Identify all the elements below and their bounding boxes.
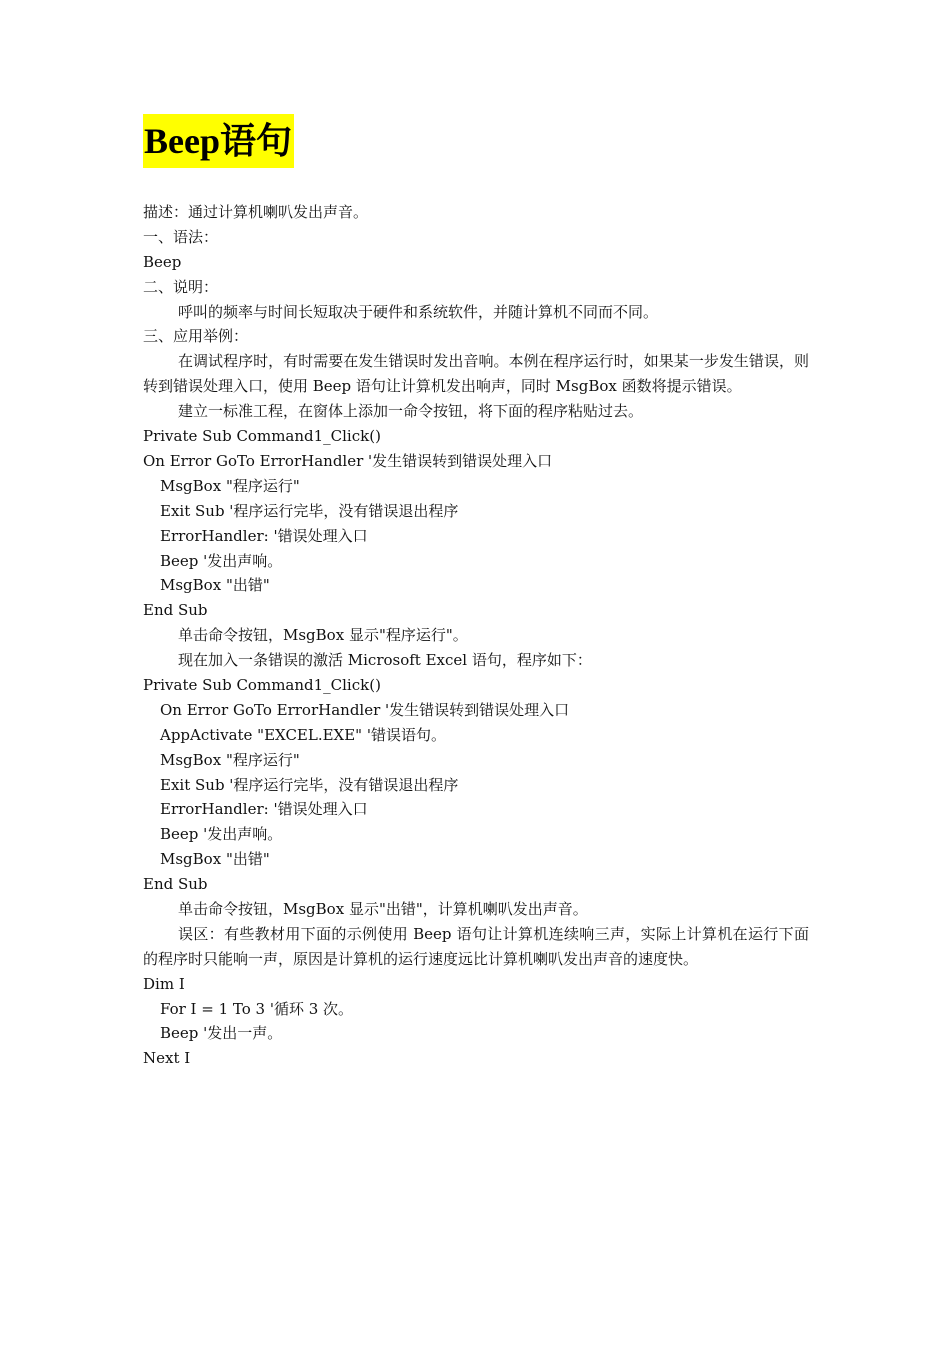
document-body — [143, 200, 809, 1071]
code-line-indented: Beep '发出一声。 — [160, 1024, 283, 1043]
code-line-indented: MsgBox "出错" — [160, 850, 270, 869]
wrapped-paragraph: 在调试程序时，有时需要在发生错误时发出音响。本例在程序运行时，如果某一步发生错误，则转到错误处理入口，使用 Beep 语句让计算机发出响声，同时 MsgBox 函数将提示错误。 — [143, 352, 809, 396]
code-line: Private Sub Command1_Click() — [143, 675, 381, 694]
code-line-indented: MsgBox "程序运行" — [160, 750, 300, 769]
code-line-indented: Exit Sub '程序运行完毕，没有错误退出程序 — [160, 775, 459, 794]
text-line: 三、应用举例： — [143, 327, 249, 346]
code-line-indented: For I = 1 To 3 '循环 3 次。 — [160, 999, 354, 1018]
code-line: End Sub — [143, 601, 208, 620]
text-line: 描述：通过计算机喇叭发出声音。 — [143, 203, 369, 221]
code-line: Next I — [143, 1049, 191, 1068]
text-line: 一、语法： — [143, 227, 219, 246]
text-line: 二、说明： — [143, 277, 219, 296]
indented-paragraph: 现在加入一条错误的激活 Microsoft Excel 语句，程序如下： — [178, 651, 592, 670]
page-title: Beep语句 — [143, 114, 294, 168]
wrapped-paragraph: 误区：有些教材用下面的示例使用 Beep 语句让计算机连续响三声，实际上计算机在运行下面的程序时只能响一声，原因是计算机的运行速度远比计算机喇叭发出声音的速度快。 — [143, 924, 809, 968]
indented-paragraph: 单击命令按钮，MsgBox 显示"出错"，计算机喇叭发出声音。 — [178, 899, 588, 918]
indented-paragraph: 建立一标准工程，在窗体上添加一命令按钮，将下面的程序粘贴过去。 — [178, 402, 644, 421]
code-line-indented: MsgBox "出错" — [160, 576, 270, 595]
code-line-indented: AppActivate "EXCEL.EXE" '错误语句。 — [160, 725, 446, 744]
code-line-indented: On Error GoTo ErrorHandler '发生错误转到错误处理入口 — [160, 700, 570, 719]
indented-paragraph: 单击命令按钮，MsgBox 显示"程序运行"。 — [178, 626, 468, 645]
code-line: End Sub — [143, 875, 208, 894]
code-line-indented: ErrorHandler: '错误处理入口 — [160, 526, 368, 545]
indented-paragraph: 呼叫的频率与时间长短取决于硬件和系统软件，并随计算机不同而不同。 — [178, 302, 659, 321]
code-line-indented: MsgBox "程序运行" — [160, 476, 300, 495]
text-line: Beep — [143, 252, 182, 271]
code-line-indented: Beep '发出声响。 — [160, 825, 283, 844]
code-line: Private Sub Command1_Click() — [143, 427, 381, 446]
document-page — [143, 114, 809, 1071]
code-line-indented: Beep '发出声响。 — [160, 551, 283, 570]
code-line: On Error GoTo ErrorHandler '发生错误转到错误处理入口 — [143, 451, 553, 470]
code-line: Dim I — [143, 974, 185, 993]
code-line-indented: ErrorHandler: '错误处理入口 — [160, 800, 368, 819]
code-line-indented: Exit Sub '程序运行完毕，没有错误退出程序 — [160, 501, 459, 520]
